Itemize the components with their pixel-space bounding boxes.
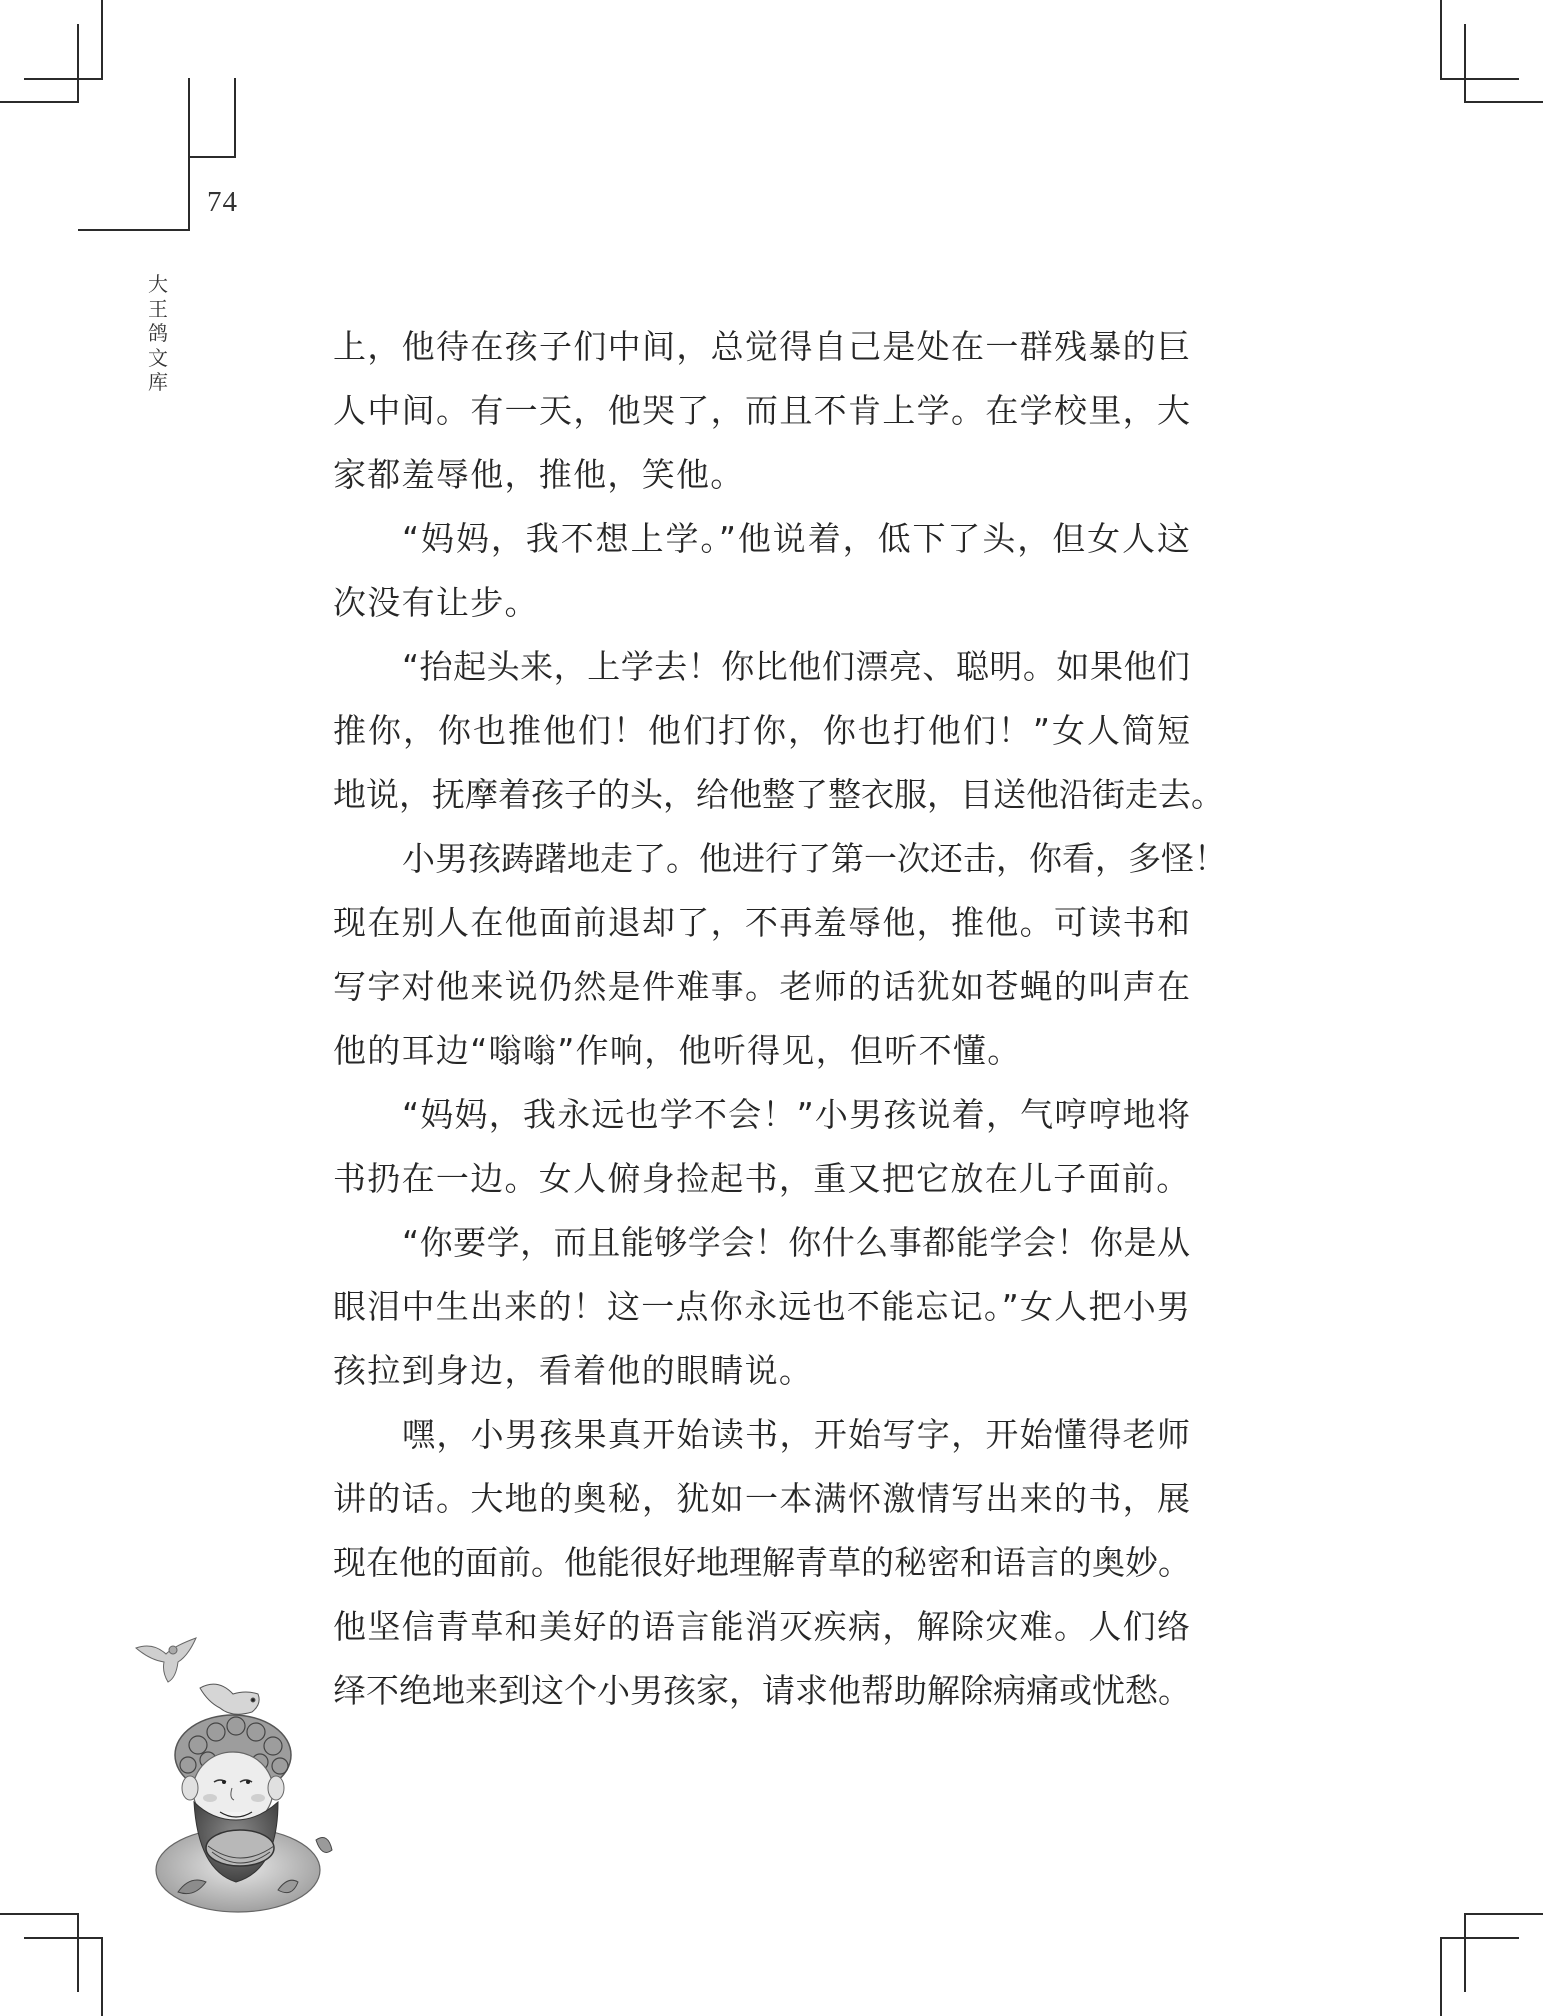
- text-line: 孩拉到身边，看着他的眼睛说。: [333, 1351, 814, 1390]
- text-line: 人中间。有一天，他哭了，而且不肯上学。在学校里，大: [333, 391, 1190, 430]
- crop-mark-top-right-inner-v: [1464, 24, 1466, 103]
- text-line: “抬起头来，上学去！你比他们漂亮、聪明。如果他们: [402, 647, 1190, 686]
- trim-mark-left-h: [78, 229, 190, 231]
- text-line: 家都羞辱他，推他，笑他。: [333, 455, 745, 494]
- running-title: 大王鸽文库: [148, 272, 168, 394]
- text-line: 他坚信青草和美好的语言能消灭疾病，解除灾难。人们络: [333, 1607, 1190, 1646]
- crop-mark-top-left-outer-h: [24, 78, 103, 80]
- crop-mark-bottom-left-inner-h: [24, 1937, 103, 1939]
- crop-mark-bottom-left-outer-h: [0, 1913, 79, 1915]
- crop-mark-top-left-outer-v: [101, 0, 103, 79]
- text-line: 现在别人在他面前退却了，不再羞辱他，推他。可读书和: [333, 903, 1190, 942]
- text-line: “妈妈，我不想上学。”他说着，低下了头，但女人这: [402, 519, 1190, 558]
- trim-mark-top-v: [234, 78, 236, 158]
- text-line: “你要学，而且能够学会！你什么事都能学会！你是从: [402, 1223, 1190, 1262]
- illustration-bearded-man-with-birds: [128, 1620, 343, 1915]
- crop-mark-bottom-right-inner-h: [1440, 1937, 1519, 1939]
- crop-mark-bottom-left-outer-v: [77, 1913, 79, 1992]
- crop-mark-top-right-outer-h: [1440, 78, 1519, 80]
- text-line: 推你，你也推他们！他们打你，你也打他们！”女人简短: [333, 711, 1190, 750]
- text-line: 写字对他来说仍然是件难事。老师的话犹如苍蝇的叫声在: [333, 967, 1190, 1006]
- crop-mark-top-right-outer-v: [1440, 0, 1442, 79]
- text-line: 次没有让步。: [333, 583, 539, 622]
- crop-mark-bottom-right-outer-h: [1464, 1913, 1543, 1915]
- crop-mark-top-left-inner-h: [0, 101, 79, 103]
- body-text: [333, 326, 1227, 1734]
- text-line: 地说，抚摩着孩子的头，给他整了整衣服，目送他沿街走去。: [333, 775, 1224, 814]
- page-number: 74: [207, 186, 238, 218]
- text-line: 绎不绝地来到这个小男孩家，请求他帮助解除病痛或忧愁。: [333, 1671, 1191, 1710]
- text-line: 上，他待在孩子们中间，总觉得自己是处在一群残暴的巨: [333, 327, 1190, 366]
- text-line: 小男孩踌躇地走了。他进行了第一次还击，你看，多怪！: [402, 839, 1227, 878]
- text-line: “妈妈，我永远也学不会！”小男孩说着，气哼哼地将: [402, 1095, 1190, 1134]
- crop-mark-top-right-inner-h: [1464, 101, 1543, 103]
- crop-mark-bottom-left-inner-v: [101, 1937, 103, 2016]
- trim-mark-left-v: [188, 78, 190, 230]
- crop-mark-top-left-inner-v: [77, 24, 79, 103]
- text-line: 他的耳边“嗡嗡”作响，他听得见，但听不懂。: [333, 1031, 1022, 1070]
- text-line: 书扔在一边。女人俯身捡起书，重又把它放在儿子面前。: [333, 1159, 1191, 1198]
- text-line: 眼泪中生出来的！这一点你永远也不能忘记。”女人把小男: [333, 1287, 1190, 1326]
- text-line: 现在他的面前。他能很好地理解青草的秘密和语言的奥妙。: [333, 1543, 1191, 1582]
- crop-mark-bottom-right-outer-v: [1464, 1913, 1466, 1992]
- text-line: 讲的话。大地的奥秘，犹如一本满怀激情写出来的书，展: [333, 1479, 1190, 1518]
- flying-bird-icon: [136, 1638, 196, 1682]
- crop-mark-bottom-right-inner-v: [1440, 1937, 1442, 2016]
- text-line: 嘿，小男孩果真开始读书，开始写字，开始懂得老师: [402, 1415, 1190, 1454]
- trim-mark-top-h: [188, 156, 236, 158]
